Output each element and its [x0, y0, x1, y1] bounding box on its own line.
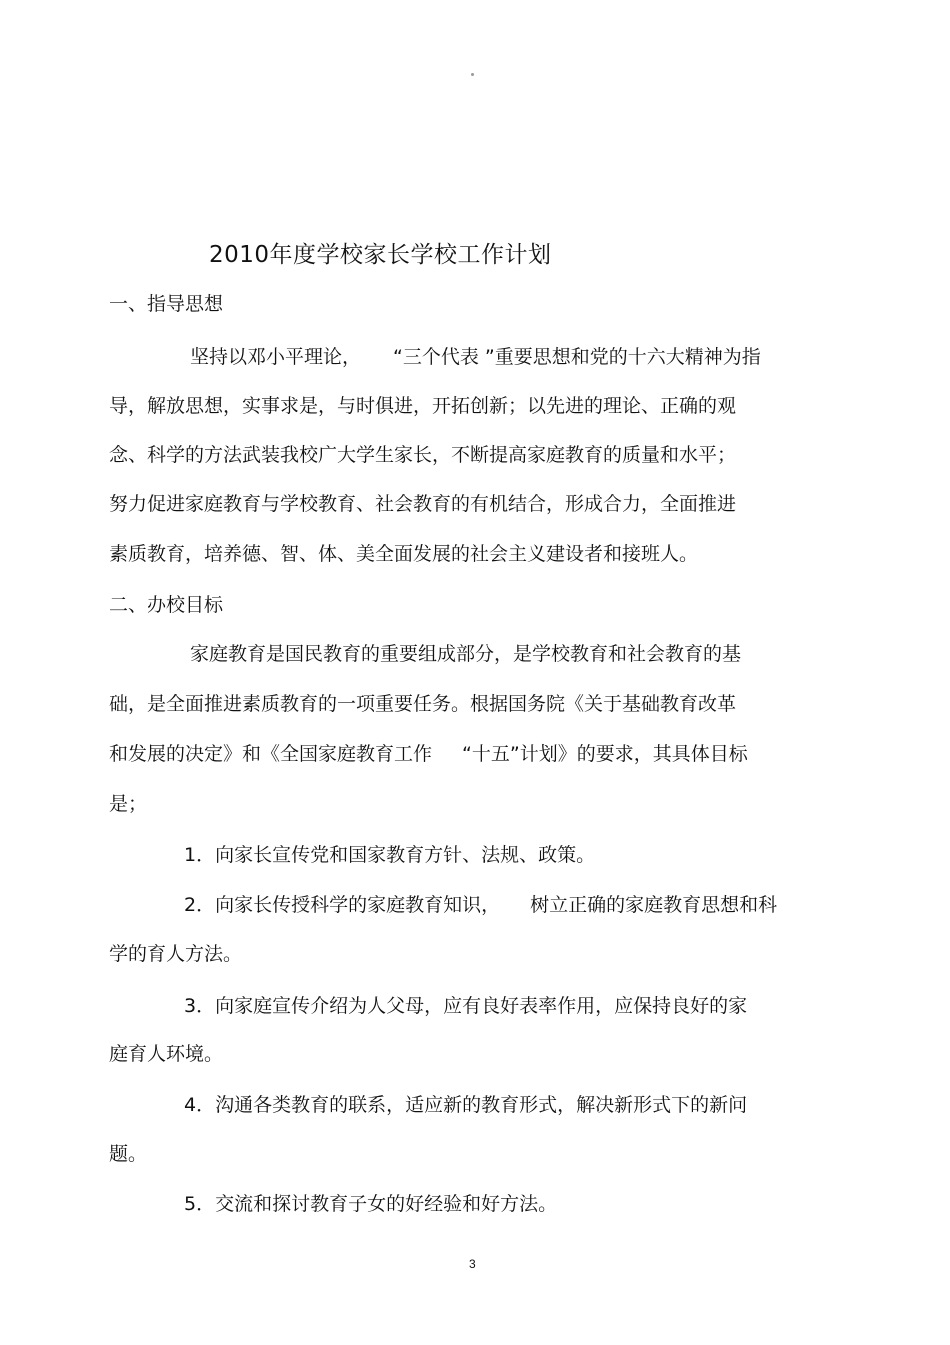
list-item-text: 向家庭宣传介绍为人父母，应有良好表率作用，应保持良好的家	[215, 995, 748, 1017]
paragraph-line: 础，是全面推进素质教育的一项重要任务。根据国务院《关于基础教育改革	[109, 693, 737, 715]
paragraph-line: 素质教育，培养德、智、体、美全面发展的社会主义建设者和接班人。	[109, 543, 699, 565]
list-item-number: 2．	[184, 894, 216, 916]
paragraph-line: 念、科学的方法武装我校广大学生家长，不断提高家庭教育的质量和水平；	[109, 444, 737, 466]
section-heading-school-goals: 二、办校目标	[109, 594, 224, 616]
list-item	[184, 842, 595, 868]
paragraph-line: 家庭教育是国民教育的重要组成部分，是学校教育和社会教育的基	[190, 643, 742, 665]
list-item-text: 树立正确的家庭教育思想和科	[530, 894, 778, 916]
list-item-text: 沟通各类教育的联系，适应新的教育形式，解决新形式下的新问	[215, 1094, 748, 1116]
list-item-text: 交流和探讨教育子女的好经验和好方法。	[215, 1193, 558, 1215]
list-item-number: 4．	[184, 1094, 216, 1116]
section-heading-guiding-thought: 一、指导思想	[109, 293, 224, 315]
paragraph-line: 导，解放思想，实事求是，与时俱进，开拓创新；以先进的理论、正确的观	[109, 395, 737, 417]
list-item	[184, 1092, 747, 1118]
list-item-continuation: 庭育人环境。	[109, 1043, 224, 1065]
list-item-text: 向家长传授科学的家庭教育知识，	[215, 894, 501, 916]
list-item-text: 向家长宣传党和国家教育方针、法规、政策。	[215, 844, 596, 866]
paragraph-line	[109, 741, 748, 767]
list-item-number: 3．	[184, 995, 216, 1017]
list-item	[184, 1191, 557, 1217]
list-item-continuation: 学的育人方法。	[109, 943, 243, 965]
paragraph-text: 坚持以邓小平理论，	[190, 346, 362, 368]
paragraph-text: 和发展的决定》和《全国家庭教育工作	[109, 743, 433, 765]
list-item	[184, 892, 777, 918]
list-item-continuation: 题。	[109, 1143, 148, 1165]
paragraph-text: “十五”计划》的要求，其具体目标	[462, 743, 748, 765]
paragraph-line	[190, 344, 761, 370]
list-item-number: 5．	[184, 1193, 216, 1215]
page-number: 3	[469, 1257, 476, 1271]
paragraph-text: “三个代表 ”重要思想和党的十六大精神为指	[393, 346, 761, 368]
list-item-number: 1．	[184, 844, 216, 866]
header-dot-mark	[471, 73, 474, 76]
paragraph-line: 是；	[109, 793, 148, 815]
document-title: 2010年度学校家长学校工作计划	[209, 242, 552, 268]
paragraph-line: 努力促进家庭教育与学校教育、社会教育的有机结合，形成合力，全面推进	[109, 493, 737, 515]
list-item	[184, 993, 747, 1019]
